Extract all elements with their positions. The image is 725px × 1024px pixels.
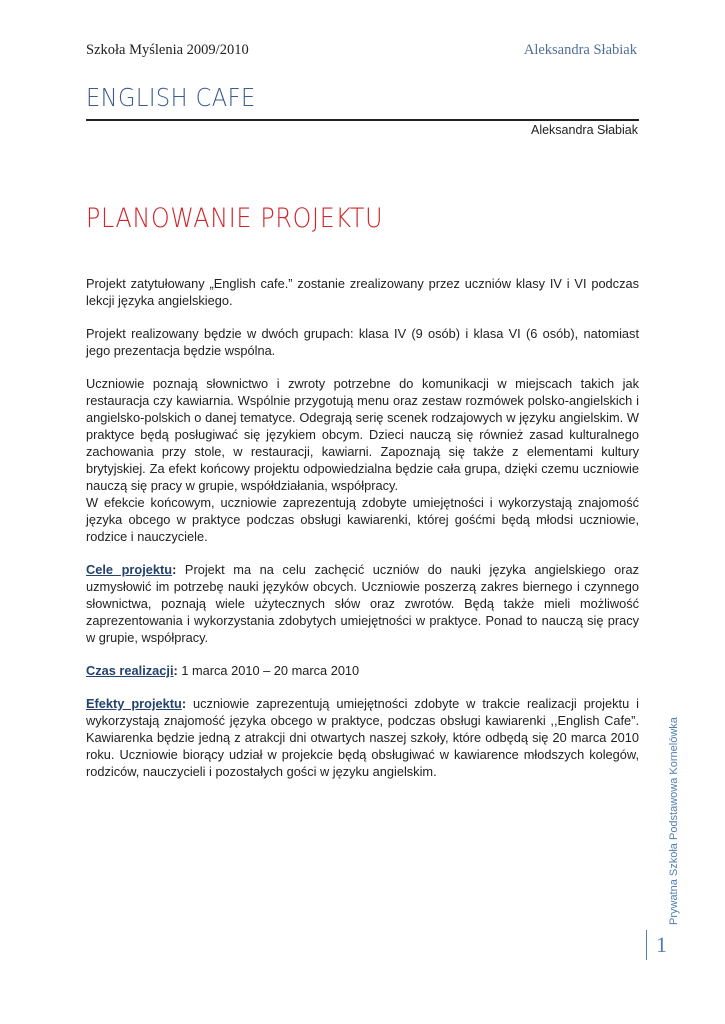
duration-colon: : [173, 663, 178, 678]
school-name-vertical: Prywatna Szkoła Podstawowa Kornelówka [668, 717, 680, 925]
page-number: 1 [656, 932, 667, 957]
paragraph-description: Uczniowie poznają słownictwo i zwroty potrzebne do komunikacji w miejscach takich jak restauracja czy kawiarnia. Wspólnie przygotują menu oraz zestaw rozmówek polsko-angielskich i angielsko-polskich o danej tematyce. Odegrają serię scenek rodzajowych w języku angielskim. W praktyce będą posługiwać się językiem obcym. Dzieci nauczą się również zasad kulturalnego zachowania przy stole, w restauracji, kawiarni. Zapoznają się także z elementami kultury brytyjskiej. Za efekt końcowy projektu odpowiedzialna będzie cała grupa, dzięki czemu uczniowie nauczą się pracy w grupie, współdziałania, współpracy. [86, 376, 639, 493]
duration-text: 1 marca 2010 – 20 marca 2010 [177, 663, 360, 678]
paragraph-outcome: W efekcie końcowym, uczniowie zaprezentują zdobyte umiejętności i wykorzystają znajomość języka obcego w praktyce podczas obsługi kawiarenki, której gośćmi będą młodsi uczniowie, rodzice i nauczyciele. [86, 495, 639, 544]
paragraph-effects [86, 695, 639, 780]
effects-text: uczniowie zaprezentują umiejętności zdobyte w trakcie realizacji projektu i wykorzystają znajomość języka obcego w praktyce, podczas obsługi kawiarenki ,,English Cafe”. Kawiarenka będzie jedną z atrakcji dni otwartych naszej szkoły, które odbędą się 20 marca 2010 roku. Uczniowie biorący udział w projekcie będą obsługiwać w kawiarence młodszych kolegów, rodziców, nauczycieli i pozostałych gości w języku angielskim. [86, 696, 639, 779]
header-author: Aleksandra Słabiak [523, 42, 637, 58]
document-body [86, 275, 639, 796]
duration-label: Czas realizacji [86, 663, 174, 678]
header-school-year: Szkoła Myślenia 2009/2010 [86, 42, 249, 58]
goals-colon: : [172, 562, 177, 577]
goals-label: Cele projektu [86, 562, 173, 577]
effects-label: Efekty projektu [86, 696, 182, 711]
title-divider [86, 119, 639, 121]
document-title: ENGLISH CAFE [86, 83, 256, 112]
paragraph-goals [86, 561, 639, 646]
paragraph-intro: Projekt zatytułowany „English cafe.” zostanie zrealizowany przez uczniów klasy IV i VI podczas lekcji języka angielskiego. [86, 276, 639, 308]
goals-text: Projekt ma na celu zachęcić uczniów do nauki języka angielskiego oraz uzmysłowić im potrzebę nauki języków obcych. Uczniowie poszerzą zakres biernego i czynnego słownictwa, poznają wiele użytecznych słów oraz zwrotów. Będą także mieli możliwość zaprezentowania i wykorzystania zdobytych umiejętności w praktyce. Ponad to nauczą się pracy w grupie, współpracy. [86, 562, 639, 645]
effects-colon: : [181, 696, 187, 711]
section-title: PLANOWANIE PROJEKTU [86, 203, 384, 234]
author-name: Aleksandra Słabiak [530, 123, 638, 137]
paragraph-duration [86, 662, 639, 679]
paragraph-groups: Projekt realizowany będzie w dwóch grupach: klasa IV (9 osób) i klasa VI (6 osób), natomiast jego prezentacja będzie wspólna. [86, 326, 639, 358]
page-number-divider [646, 930, 647, 960]
